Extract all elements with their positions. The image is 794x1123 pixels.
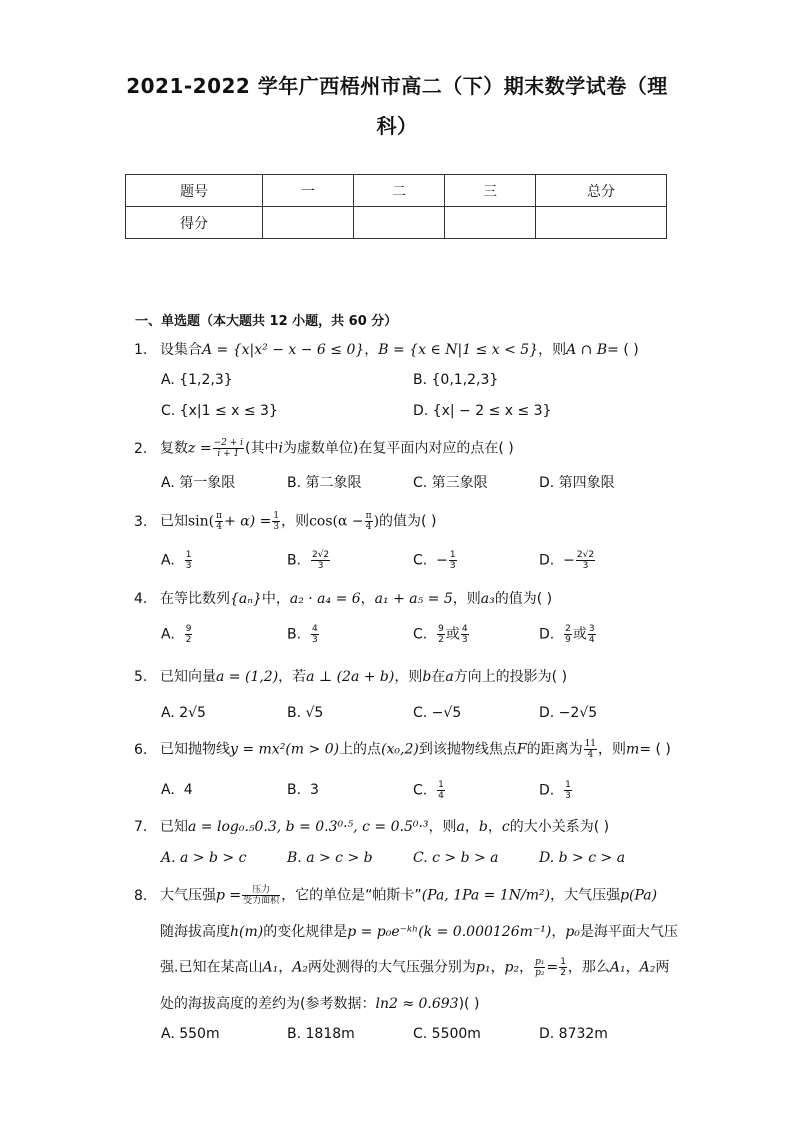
fraction-denominator: p₂ [535,968,545,978]
fraction [534,957,545,978]
question-number: 6. [134,741,148,758]
fraction-denominator: 4 [438,791,444,801]
math-expr: a [445,669,454,685]
score-cell[interactable] [263,207,354,239]
fraction [242,885,280,906]
option-c[interactable] [413,780,446,801]
stem-text: ，则 [452,591,481,607]
math-expr: p = p₀e⁻ᵏʰ(k = 0.000126m⁻¹) [347,924,552,940]
option-c[interactable] [413,624,470,645]
stem-text: 随海拔高度 [160,924,230,940]
math-expr: cos(α − [309,513,364,530]
fraction-numerator: 2√2 [311,550,330,560]
math-expr: a [456,819,465,835]
section-heading-single-choice: 一、单选题（本大题共 12 小题，共 60 分） [135,314,398,329]
stem-text: 处的海拔高度的差约为(参考数据： [160,996,376,1012]
score-table-score-row [126,207,667,239]
math-expr: a₁ + a₅ = 5 [374,591,453,607]
math-expr: A ∩ B [566,342,608,358]
stem-text: 的变化规律是 [263,924,348,940]
fraction [461,624,469,645]
stem-text: ，则 [538,342,567,358]
stem-text: 已知 [160,513,188,530]
fraction-denominator: 3 [273,522,280,532]
fraction-numerator: −2 + i [213,438,243,448]
fraction [185,624,193,645]
stem-text: ， [519,959,534,976]
stem-text: = ( ) [607,342,639,358]
fraction-numerator: 4 [461,624,468,634]
fraction-denominator: 3 [311,635,318,645]
score-row-label: 得分 [126,207,263,239]
stem-text: ， [364,342,379,358]
option-c[interactable] [413,550,458,571]
option-a[interactable]: A. 550m [161,1026,220,1042]
fraction-denominator: 3 [565,791,571,801]
fraction-numerator: 9 [185,624,192,634]
stem-text: 方向上的投影为( ) [453,669,568,685]
option-label: A. [161,626,175,643]
stem-text: ， [487,819,502,835]
option-d[interactable]: D. {x| − 2 ≤ x ≤ 3} [413,403,552,419]
stem-text: ，若 [278,669,307,685]
math-expr: b [478,819,488,835]
math-expr: A₁ [262,959,279,976]
option-b[interactable]: B. a > c > b [287,850,373,866]
stem-text: ， [278,959,293,976]
option-d[interactable]: D. 第四象限 [539,475,615,491]
fraction-numerator: 3 [588,624,595,634]
fraction-denominator: 3 [461,635,468,645]
math-expr: sin( [188,513,215,530]
math-expr: z = [188,440,212,457]
stem-text: 的距离为 [526,741,583,758]
fraction-numerator: 11 [584,739,597,749]
fraction-denominator: i + 1 [217,449,240,459]
option-b[interactable] [287,780,319,800]
option-value: 3 [309,782,319,798]
option-label: A. [161,552,175,569]
fraction [588,624,596,645]
question-8-line2 [160,922,678,942]
math-expr: i [278,440,283,457]
score-table-header-row [126,175,667,207]
math-expr: A₁ [609,959,626,976]
score-header-cell: 总分 [536,175,667,207]
math-expr: m [626,741,640,758]
fraction [559,957,567,978]
fraction-denominator: 2 [438,635,444,645]
option-sign: − [436,552,448,569]
stem-text: 在 [431,669,446,685]
fraction [576,550,595,571]
score-cell[interactable] [354,207,445,239]
fraction-numerator: 1 [449,550,456,560]
math-expr: (Pa, 1Pa = 1N/m²) [421,887,551,904]
stem-text: ， [464,819,479,835]
fraction-numerator: π [216,511,223,521]
stem-text: ，则 [394,669,423,685]
stem-text: 强.已知在某高山 [160,959,263,976]
option-sign: − [563,552,575,569]
fraction-numerator: 1 [273,511,280,521]
option-d[interactable]: D. −2√5 [539,705,598,721]
math-expr: c [501,819,510,835]
math-expr: y = mx²(m > 0) [230,741,340,758]
stem-text: 大气压强 [160,887,216,904]
math-expr: ln2 ≈ 0.693 [375,996,459,1012]
stem-text: 为虚数单位)在复平面内对应的点在( ) [282,440,514,457]
option-d[interactable] [539,550,596,571]
math-expr: {aₙ} [230,591,262,607]
fraction-denominator: 4 [216,522,222,532]
fraction-denominator: 3 [317,561,324,571]
fraction [311,550,330,571]
option-a[interactable]: A. a > b > c [161,850,247,866]
score-header-cell: 三 [445,175,536,207]
option-a[interactable]: A. 2√5 [161,705,206,721]
math-expr: = [546,959,559,976]
stem-text: 已知 [160,819,188,835]
math-expr: F [516,741,527,758]
math-expr: a = (1,2) [216,669,279,685]
option-c[interactable]: C. −√5 [413,705,462,721]
option-label: C. [413,782,428,799]
math-expr: A₂ [292,959,308,976]
option-c[interactable]: C. 5500m [413,1026,481,1042]
option-c[interactable]: C. {x|1 ≤ x ≤ 3} [161,403,278,419]
stem-text: 复数 [160,440,188,457]
option-c[interactable]: C. c > b > a [413,850,499,866]
option-d[interactable] [539,624,597,645]
option-a[interactable]: A. 第一象限 [161,475,236,491]
math-expr: p₀ [565,924,580,940]
fraction-numerator: 1 [185,550,192,560]
fraction-numerator: 压力 [242,885,280,896]
math-expr: (x₀,2) [381,741,419,758]
question-4 [134,589,552,609]
stem-text: ， [551,924,566,940]
question-8-line3 [160,957,669,978]
option-label: B. [287,552,302,569]
option-value: 4 [183,782,193,798]
math-expr: p = [216,887,242,904]
math-expr: p(Pa) [620,887,658,904]
stem-text: )( ) [458,996,480,1012]
option-d[interactable]: D. b > c > a [539,850,626,866]
math-expr: b [422,669,432,685]
fraction-denominator: 4 [588,635,595,645]
question-2 [134,438,514,459]
fraction-numerator: 1 [438,780,444,790]
option-or: 或 [572,626,587,643]
stem-text: = ( ) [639,741,671,758]
stem-text: 中， [261,591,290,607]
score-header-cell: 二 [354,175,445,207]
fraction-denominator: 2 [560,968,566,978]
stem-text: ，大气压强 [550,887,621,904]
fraction [213,438,244,459]
math-expr: h(m) [230,924,264,940]
fraction-numerator: p₁ [535,957,545,967]
option-label: D. [539,626,555,643]
stem-text: 设集合 [160,342,202,358]
fraction-denominator: 9 [565,635,571,645]
stem-text: 到该抛物线焦点 [418,741,517,758]
question-number: 4. [134,591,148,607]
fraction [311,624,319,645]
stem-text: ，则 [598,741,627,758]
question-6 [134,739,671,760]
question-number: 2. [134,440,148,457]
stem-text: ，则 [428,819,457,835]
math-expr: a₂ · a₄ = 6 [289,591,361,607]
fraction [584,739,597,760]
stem-text: ，它的单位是“帕斯卡” [281,887,422,904]
option-b[interactable] [287,550,331,571]
fraction-numerator: 9 [438,624,444,634]
question-number: 7. [134,819,148,835]
option-label: D. [539,552,555,569]
option-b[interactable]: B. √5 [287,705,324,721]
score-cell[interactable] [445,207,536,239]
option-label: D. [539,782,555,799]
math-expr: p₁ [475,959,491,976]
option-b[interactable]: B. {0,1,2,3} [413,372,499,388]
question-number: 3. [134,513,148,530]
fraction [449,550,457,571]
question-8-line4 [160,994,479,1014]
fraction [272,511,280,532]
fraction [437,624,445,645]
question-1 [134,340,639,360]
question-3 [134,511,436,532]
stem-text: 的值为( ) [379,513,437,530]
score-table [125,174,667,239]
option-label: B. [287,626,302,643]
option-or: 或 [445,626,460,643]
fraction-denominator: 3 [582,561,589,571]
fraction-denominator: 4 [587,750,594,760]
option-d[interactable]: D. 8732m [539,1026,608,1042]
option-a[interactable] [161,550,193,571]
option-b[interactable]: B. 第二象限 [287,475,362,491]
stem-text: 是海平面大气压 [579,924,678,940]
fraction-numerator: 2√2 [576,550,595,560]
option-a[interactable] [161,780,193,800]
option-label: C. [413,626,428,643]
stem-text: ， [490,959,505,976]
fraction [437,780,445,801]
math-expr: a ⊥ (2a + b) [306,669,395,685]
fraction-numerator: π [365,511,372,521]
score-header-cell: 题号 [126,175,263,207]
stem-text: ， [625,959,640,976]
stem-text: ，那么 [567,959,610,976]
option-label: C. [413,552,428,569]
question-number: 5. [134,669,148,685]
fraction-denominator: 3 [449,561,456,571]
stem-text: (其中 [244,440,279,457]
math-expr: A₂ [639,959,656,976]
option-b[interactable]: B. 1818m [287,1026,355,1042]
stem-text: 两处测得的大气压强分别为 [307,959,476,976]
stem-text: 两 [655,959,670,976]
option-label: A. [161,782,175,798]
math-expr: a₃ [480,591,495,607]
stem-text: 已知向量 [160,669,216,685]
question-7 [134,817,609,837]
exam-title-line1: 2021-2022 学年广西梧州市高二（下）期末数学试卷（理 [126,74,668,98]
stem-text: ， [360,591,375,607]
question-number: 1. [134,342,148,358]
fraction [564,780,572,801]
option-c[interactable]: C. 第三象限 [413,475,488,491]
fraction [564,624,572,645]
score-header-cell: 一 [263,175,354,207]
fraction-denominator: 3 [185,561,192,571]
fraction-numerator: 2 [565,624,571,634]
math-expr: a = log₀.₅0.3, b = 0.3⁰·⁵, c = 0.5⁰·³ [188,819,429,835]
question-5 [134,667,567,687]
fraction-numerator: 4 [311,624,318,634]
exam-title-line2: 科） [376,114,418,138]
math-expr: ) [373,513,380,530]
fraction [365,511,373,532]
option-a[interactable] [161,624,193,645]
fraction-denominator: 2 [185,635,192,645]
option-label: B. [287,782,302,798]
stem-text: 在等比数列 [160,591,230,607]
stem-text: ，则 [281,513,310,530]
stem-text: 上的点 [339,741,382,758]
option-a[interactable]: A. {1,2,3} [161,372,233,388]
fraction-denominator: 受力面积 [243,896,280,906]
option-d[interactable] [539,780,573,801]
stem-text: 的大小关系为( ) [509,819,610,835]
fraction [215,511,223,532]
fraction-denominator: 4 [365,522,372,532]
fraction-numerator: 1 [565,780,571,790]
stem-text: 的值为( ) [494,591,553,607]
score-cell[interactable] [536,207,667,239]
math-expr: p₂ [504,959,520,976]
option-b[interactable] [287,624,320,645]
question-8 [134,885,657,906]
math-expr: + α) = [224,513,272,530]
math-expr: B = {x ∈ N|1 ≤ x < 5} [378,342,539,358]
question-number: 8. [134,887,148,904]
fraction [185,550,193,571]
stem-text: 已知抛物线 [160,741,230,758]
fraction-numerator: 1 [560,957,566,967]
math-expr: A = {x|x² − x − 6 ≤ 0} [202,342,365,358]
